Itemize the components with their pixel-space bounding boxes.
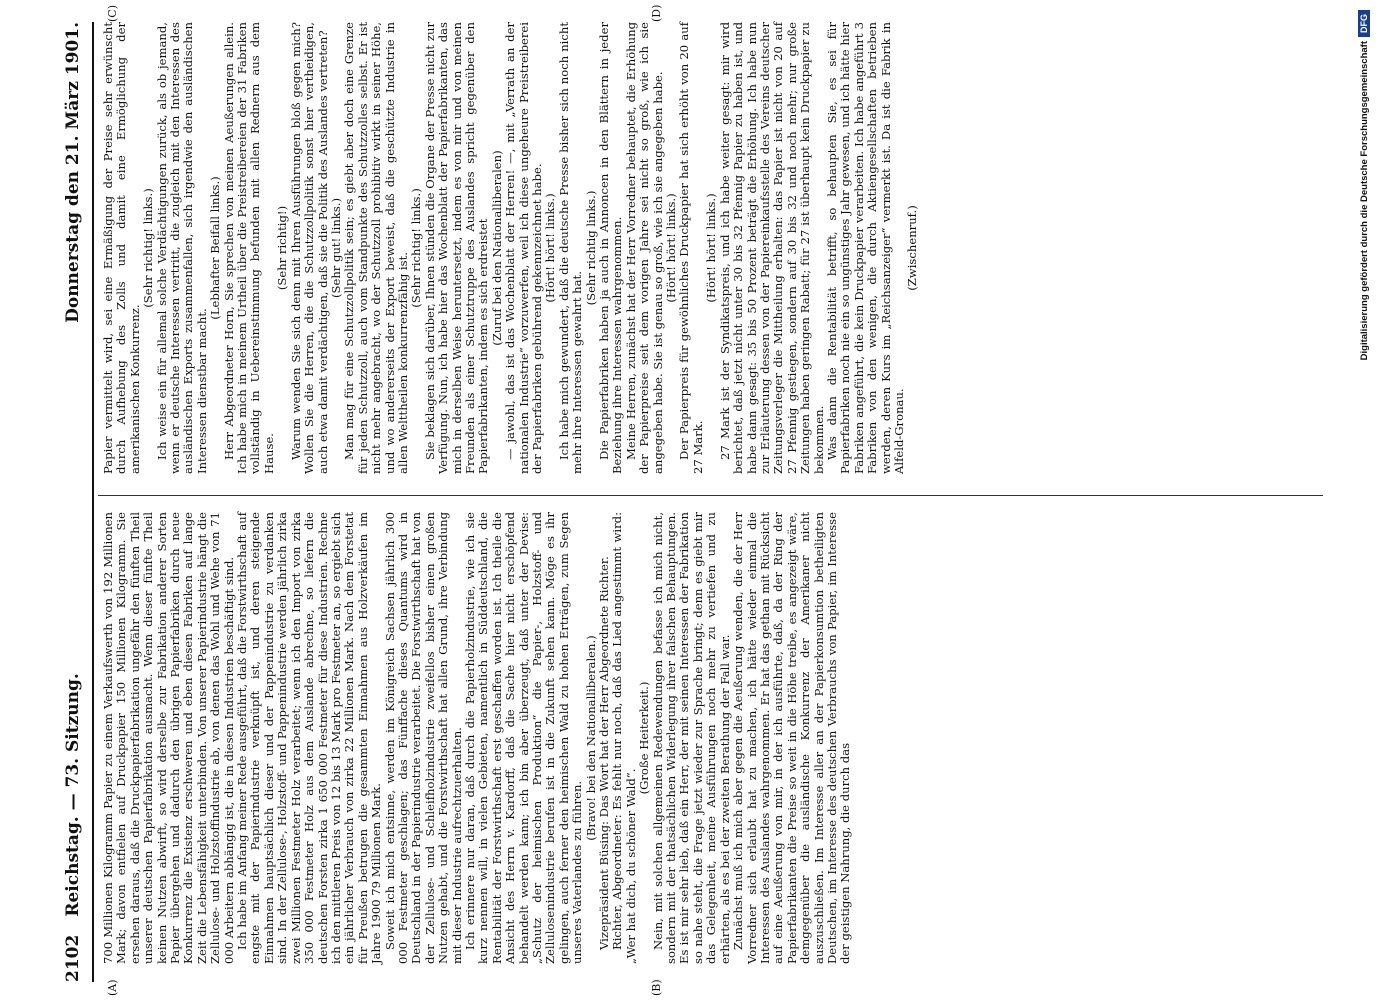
interjection: (Sehr richtig links.) (583, 190, 598, 306)
right-column (102, 22, 920, 474)
paragraph: Warum wenden Sie sich denn mit Ihren Ausführungen bloß gegen mich? Wollen Sie die Herren, die die Schutzzollpolitik sonst hier vertheidigen, auch etwa damit verdächtigen, daß sie die Politik des Auslandes vertreten? (288, 22, 330, 474)
credit-text: Digitalisierung gefördert durch die Deutsche Forschungsgemeinschaft (1358, 41, 1370, 361)
paragraph: 700 Millionen Kilogramm Papier zu einem Verkaufswerth von 192 Millionen Mark; davon entfielen auf Druckpapier 150 Millionen Kilogramm. Sie ersehen daraus, daß die Druckpapierfabrikation ungefähr den fünften Theil unserer deutschen Papierfabrikation ausmacht. Wenn dieser fünfte Theil keinen Nutzen abwirft, so wird derselbe zur Fabrikation anderer Sorten Papier übergehen und dadurch den übrigen Papierfabriken durch neue Konkurrenz die Existenz erschweren und eben diesen Fabriken auf lange Zeit die Lebensfähigkeit unterbinden. Von unserer Papierindustrie hängt die Zellulose- und Holzstoffindustrie ab, von denen das Wohl und Wehe von 71 000 Arbeitern abhängig ist, die in diesen Industrien beschäftigt sind. (101, 512, 236, 964)
column-divider (98, 495, 1323, 496)
paragraph: Soweit ich mich entsinne, werden im Königreich Sachsen jährlich 300 000 Festmeter geschlagen; das Fünffache dieses Quantums wird in Deutschland in der Papierindustrie verarbeitet. Die Forstwirthschaft hat von der Zellulose- und Schleifholzindustrie zweifellos bisher einen großen Nutzen gehabt, und die Forstwirthschaft hat allen Grund, ihre Verbindung mit dieser Industrie aufrechtzuerhalten. (382, 512, 464, 964)
speaker-line: Vizepräsident Büsing: Das Wort hat der Herr Abgeordnete Richter. (597, 556, 612, 950)
interjection: (Zuruf bei den Nationalliberalen) (489, 150, 504, 346)
interjection: (Sehr richtig!) (275, 205, 290, 291)
document-sheet (52, 0, 1352, 1000)
paragraph: Was dann die Rentabilität betrifft, so behaupten Sie, es sei für Papierfabriken noch nie ein so ungünstiges Jahr gewesen, und ich hätte hier Fabriken angeführt, die kein Druckpapier verarbeiten. Ich habe angeführt 3 Fabriken von den wenigen, die durch Aktiengesellschaften betrieben werden, deren Kurs im „Reichsanzeiger“ vermerkt ist. Da ist die Fabrik in Alfeld-Gronau. (824, 22, 906, 474)
digitization-credit (1355, 10, 1373, 985)
interjection: (Hört! hört! links.) (543, 193, 558, 303)
interjection: (Große Heiterkeit.) (637, 681, 652, 795)
header-right-title: Donnerstag den 21. März 1901. (63, 22, 83, 323)
dfg-logo: DFG (1358, 10, 1370, 37)
left-column (102, 512, 853, 964)
paragraph: 27 Mark ist der Syndikatspreis, und ich habe weiter gesagt: mir wird berichtet, daß jetzt nicht unter 30 bis 32 Pfennig Papier zu haben ist, und habe dann gesagt: 35 bis 50 Prozent beträgt die Erhöhung. Ich habe nun zur Erläuterung dessen von der Papiereinkaufsstelle des Vereins deutscher Zeitungsverleger die Mittheilung erhalten: das Papier ist nicht von 20 auf 27 Pfennig gestiegen, sondern auf 30 bis 32 und noch mehr; nur große Zeitungen haben geringen Rabatt; für 27 ist überhaupt kein Druckpapier zu bekommen. (717, 22, 826, 474)
interjection: (Sehr richtig! links.) (141, 188, 156, 308)
interjection: (Sehr richtig! links.) (409, 188, 424, 308)
paragraph: Meine Herren, zunächst hat der Herr Vorredner behauptet, die Erhöhung der Papierpreise seit dem vorigen Jahre sei nicht so groß, wie ich sie angegeben habe. Sie ist genau so groß, wie ich sie angegeben habe. (623, 22, 665, 474)
interjection: (Lebhafter Beifall links.) (208, 176, 223, 320)
interjection: (Zwischenruf.) (905, 205, 920, 291)
interjection: (Hört! hört! links.) (664, 193, 679, 303)
rotated-page (52, 0, 1352, 1000)
paragraph: Ich weise ein für allemal solche Verdächtigungen zurück, als ob jemand, wenn er deutsche Interessen vertritt, die zugleich mit den Interessen des ausländischen Exports zusammenfallen, sich irgendwie den ausländischen Interessen dienstbar macht. (154, 22, 209, 474)
header-left-title: Reichstag. — 73. Sitzung. (63, 673, 83, 917)
paragraph: Ich habe im Anfang meiner Rede ausgeführt, daß die Forstwirthschaft auf engste mit der Papierindustrie verknüpft ist, und deren steigende Einnahmen hauptsächlich dieser und der Pappenindustrie zu verdanken sind. In der Zellulose-, Holzstoff- und Pappenindustrie werden jährlich zirka zwei Millionen Festmeter Holz verarbeitet; wenn ich den Import von zirka 350 000 Festmeter Holz aus dem Auslande abrechne, so liefern die deutschen Forsten zirka 1 650 000 Festmeter für diese Industrien. Rechne ich den mittleren Preis von 12 bis 13 Mark pro Festmeter an, so ergiebt sich ein jährlicher Verbrauch von zirka 22 Millionen Mark. Nach dem Forstetat für Preußen betrugen die gesammten Einnahmen aus Holzverkäufen im Jahre 1900 79 Millionen Mark. (235, 512, 384, 964)
interjection: (Bravo! bei den Nationalliberalen.) (583, 635, 598, 841)
header-rule (92, 22, 94, 982)
interjection: (Sehr gut! links.) (328, 198, 343, 298)
margin-marker-c: (C) (106, 5, 119, 22)
paragraph: Ich habe mich gewundert, daß die deutsche Presse bisher sich noch nicht mehr ihre Interessen gewahrt hat. (556, 22, 585, 474)
page-header (58, 22, 88, 982)
paragraph: Sie beklagen sich darüber, Ihnen stünden die Organe der Presse nicht zur Verfügung. Nun, ich habe hier das Wochenblatt der Papierfabrikanten, das mich in derselben Weise heruntersetzt, indem es von mir und von meinen Freunden als einer Schutztruppe des Auslandes spricht gegenüber den Papierfabrikanten, indem es sich erdreistet (422, 22, 491, 474)
paragraph: Zunächst muß ich mich aber gegen die Aeußerung wenden, die der Herr Vorredner sich erlaubt hat zu machen, ich hätte wieder einmal die Interessen des Auslandes wahrgenommen. Er hat das gethan mit Rücksicht auf eine Aeußerung von mir, in der ich ausführte, daß, da der Ring der Papierfabrikanten die Preise so weit in die Höhe treibe, es angezeigt wäre, demgegenüber die ausländische Konkurrenz der Amerikaner nicht auszuschließen. Im Interesse aller an der Papierkonsumtion betheiligten Deutschen, im Interesse des deutschen Verbrauchs von Papier, im Interesse der geistigen Nahrung, die durch das (731, 512, 853, 964)
margin-marker-a: (A) (106, 979, 119, 996)
paragraph: Man mag für eine Schutzzollpolitik sein; es giebt aber doch eine Grenze für jeden Schutzzoll, auch vom Standpunkte des Schutzzolles selbst. Er ist nicht mehr angebracht, wo der Schutzzoll prohibitiv wirkt in seiner Höhe, und wo andererseits der Export beweist, daß die geschützte Industrie in allen Welttheilen konkurrenzfähig ist. (342, 22, 410, 474)
speaker-line: Richter, Abgeordneter: Es fehlt nur noch, daß das Lied angestimmt wird: „Wer hat dich, du schöner Wald“. (610, 512, 638, 964)
paragraph: Papier vermittelt wird, sei eine Ermäßigung der Preise sehr erwünscht durch Aufhebung des Zolls und damit eine Ermöglichung der amerikanischen Konkurrenz. (101, 22, 142, 474)
paragraph: Herr Abgeordneter Horn, Sie sprechen von meinen Aeußerungen allein. Ich habe mich in meinem Urtheil über die Preistreibereien der 31 Fabriken vollständig in Uebereinstimmung befunden mit allen Rednern aus dem Hause. (221, 22, 276, 474)
paragraph: Ich erinnere nur daran, daß durch die Papierholzindustrie, wie ich sie kurz nennen will, in vielen Gebieten, namentlich in Süddeutschland, die Rentabilität der Forstwirthschaft erst geschaffen worden ist. Ich theile die Ansicht des Herrn v. Kardorff, daß die Sache hier nicht erschöpfend behandelt werden kann; ich bin aber überzeugt, daß unter der Devise: „Schutz der heimischen Produktion“ die Papier-, Holzstoff- und Zellulosenindustrie berufen ist in die Zukunft sehen kann. Möge es ihr gelingen, auch ferner den heimischen Wald zu hohen Erträgen, zum Segen unseres Vaterlandes zu führen. (462, 512, 585, 964)
paragraph: — jawohl, das ist das Wochenblatt der Herren! —, mit „Verrath an der nationalen Industrie“ vorzuwerfen, weil ich diese ungeheure Preistreiberei der Papierfabriken gebührend gekennzeichnet habe. (503, 22, 544, 474)
page-number: 2102 (63, 934, 83, 982)
paragraph: Nein, mit solchen allgemeinen Redewendungen befasse ich mich nicht, sondern mit der thatsächlichen Widerlegung ihrer falschen Behauptungen. Es ist mir sehr lieb, daß ein Herr, der mit seinen Interessen der Fabrikation so nahe steht, die Frage jetzt wieder zur Sprache bringt; denn es giebt mir das Gelegenheit, meine Ausführungen noch mehr zu vertiefen und zu erhärten, als es bei der zweiten Berathung der Fall war. (650, 512, 732, 964)
margin-marker-d: (D) (650, 4, 663, 22)
paragraph: Der Papierpreis für gewöhnliches Druckpapier hat sich erhöht von 20 auf 27 Mark. (677, 22, 705, 474)
margin-marker-b: (B) (650, 979, 663, 996)
interjection: (Hört! hört! links.) (704, 193, 719, 303)
paragraph: Die Papierfabriken haben ja auch in Annoncen in den Blättern in jeder Beziehung ihre Interessen wahrgenommen. (597, 22, 625, 474)
